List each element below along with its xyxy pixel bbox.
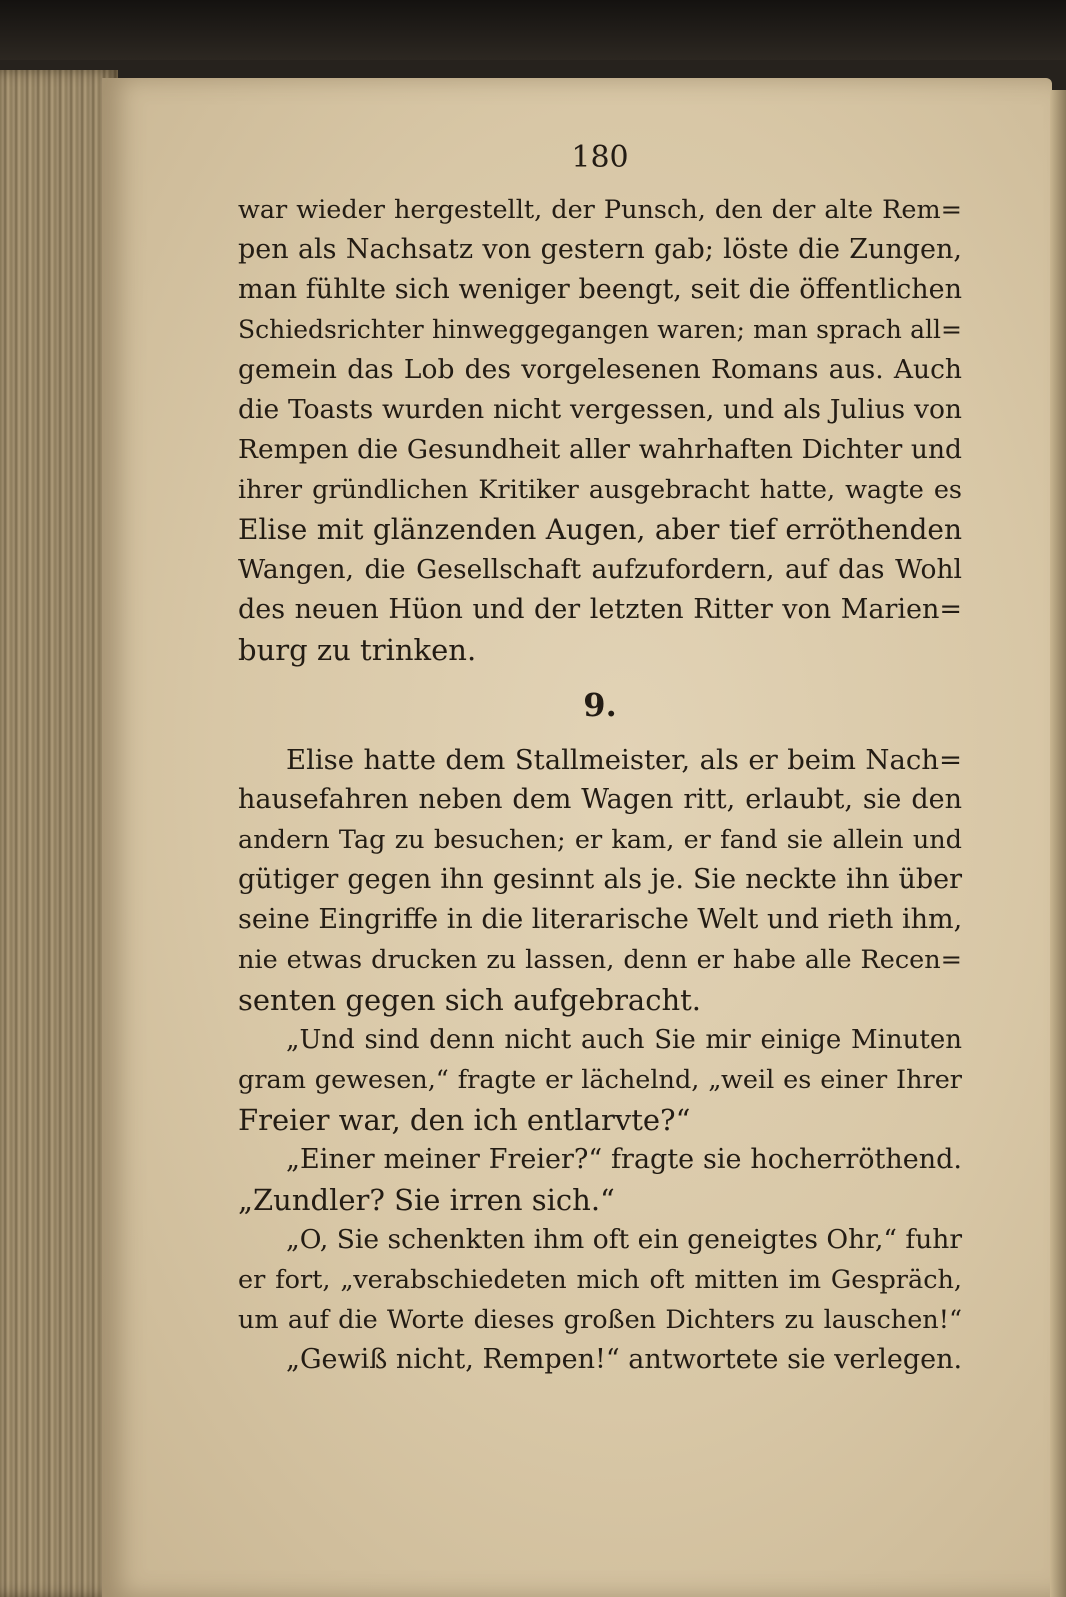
text-line: andern Tag zu besuchen; er kam, er fand sie allein und	[238, 825, 962, 855]
text-line: burg zu trinken.	[238, 633, 477, 667]
page-number: 180	[571, 140, 629, 175]
page-edges	[0, 70, 118, 1597]
text-line: gram gewesen,“ fragte er lächelnd, „weil es einer Ihrer	[238, 1065, 962, 1095]
text-line: Schiedsrichter hinweggegangen waren; man sprach all=	[238, 315, 962, 344]
text-line: er fort, „verabschiedeten mich oft mitten im Gespräch,	[238, 1265, 962, 1295]
page-right-edge	[1050, 90, 1066, 1597]
section-number: 9.	[583, 686, 617, 724]
text-line: Rempen die Gesundheit aller wahrhaften Dichter und	[238, 434, 962, 465]
text-line: „Und sind denn nicht auch Sie mir einige Minuten	[286, 1025, 962, 1055]
text-line: Freier war, den ich entlarvte?“	[238, 1103, 691, 1137]
text-line: Elise mit glänzenden Augen, aber tief erröthenden	[238, 513, 962, 546]
text-line: seine Eingriffe in die literarische Welt und rieth ihm,	[238, 904, 963, 935]
text-line: senten gegen sich aufgebracht.	[238, 983, 702, 1017]
text-line: gütiger gegen ihn gesinnt als je. Sie neckte ihn über	[238, 864, 962, 895]
text-line: gemein das Lob des vorgelesenen Romans aus. Auch	[238, 354, 962, 385]
text-line: um auf die Worte dieses großen Dichters zu lauschen!“	[238, 1305, 962, 1335]
text-line: „O, Sie schenkten ihm oft ein geneigtes Ohr,“ fuhr	[286, 1224, 962, 1255]
text-line: man fühlte sich weniger beengt, seit die öffentlichen	[238, 274, 962, 305]
text-line: pen als Nachsatz von gestern gab; löste die Zungen,	[238, 234, 962, 265]
scan-background	[0, 0, 1066, 60]
text-line: „Zundler? Sie irren sich.“	[238, 1183, 615, 1217]
text-line: des neuen Hüon und der letzten Ritter von Marien=	[238, 594, 962, 625]
text-line: „Gewiß nicht, Rempen!“ antwortete sie verlegen.	[286, 1344, 963, 1375]
text-line: Elise hatte dem Stallmeister, als er beim Nach=	[286, 744, 962, 776]
text-line: hausefahren neben dem Wagen ritt, erlaubt, sie den	[238, 784, 962, 815]
text-line: war wieder hergestellt, der Punsch, den der alte Rem=	[238, 195, 962, 225]
text-line: nie etwas drucken zu lassen, denn er habe alle Recen=	[238, 945, 962, 975]
text-line: die Toasts wurden nicht vergessen, und als Julius von	[238, 394, 962, 425]
text-line: „Einer meiner Freier?“ fragte sie hocherröthend.	[286, 1144, 962, 1175]
text-line: ihrer gründlichen Kritiker ausgebracht hatte, wagte es	[238, 475, 962, 505]
text-line: Wangen, die Gesellschaft aufzufordern, auf das Wohl	[238, 554, 962, 585]
